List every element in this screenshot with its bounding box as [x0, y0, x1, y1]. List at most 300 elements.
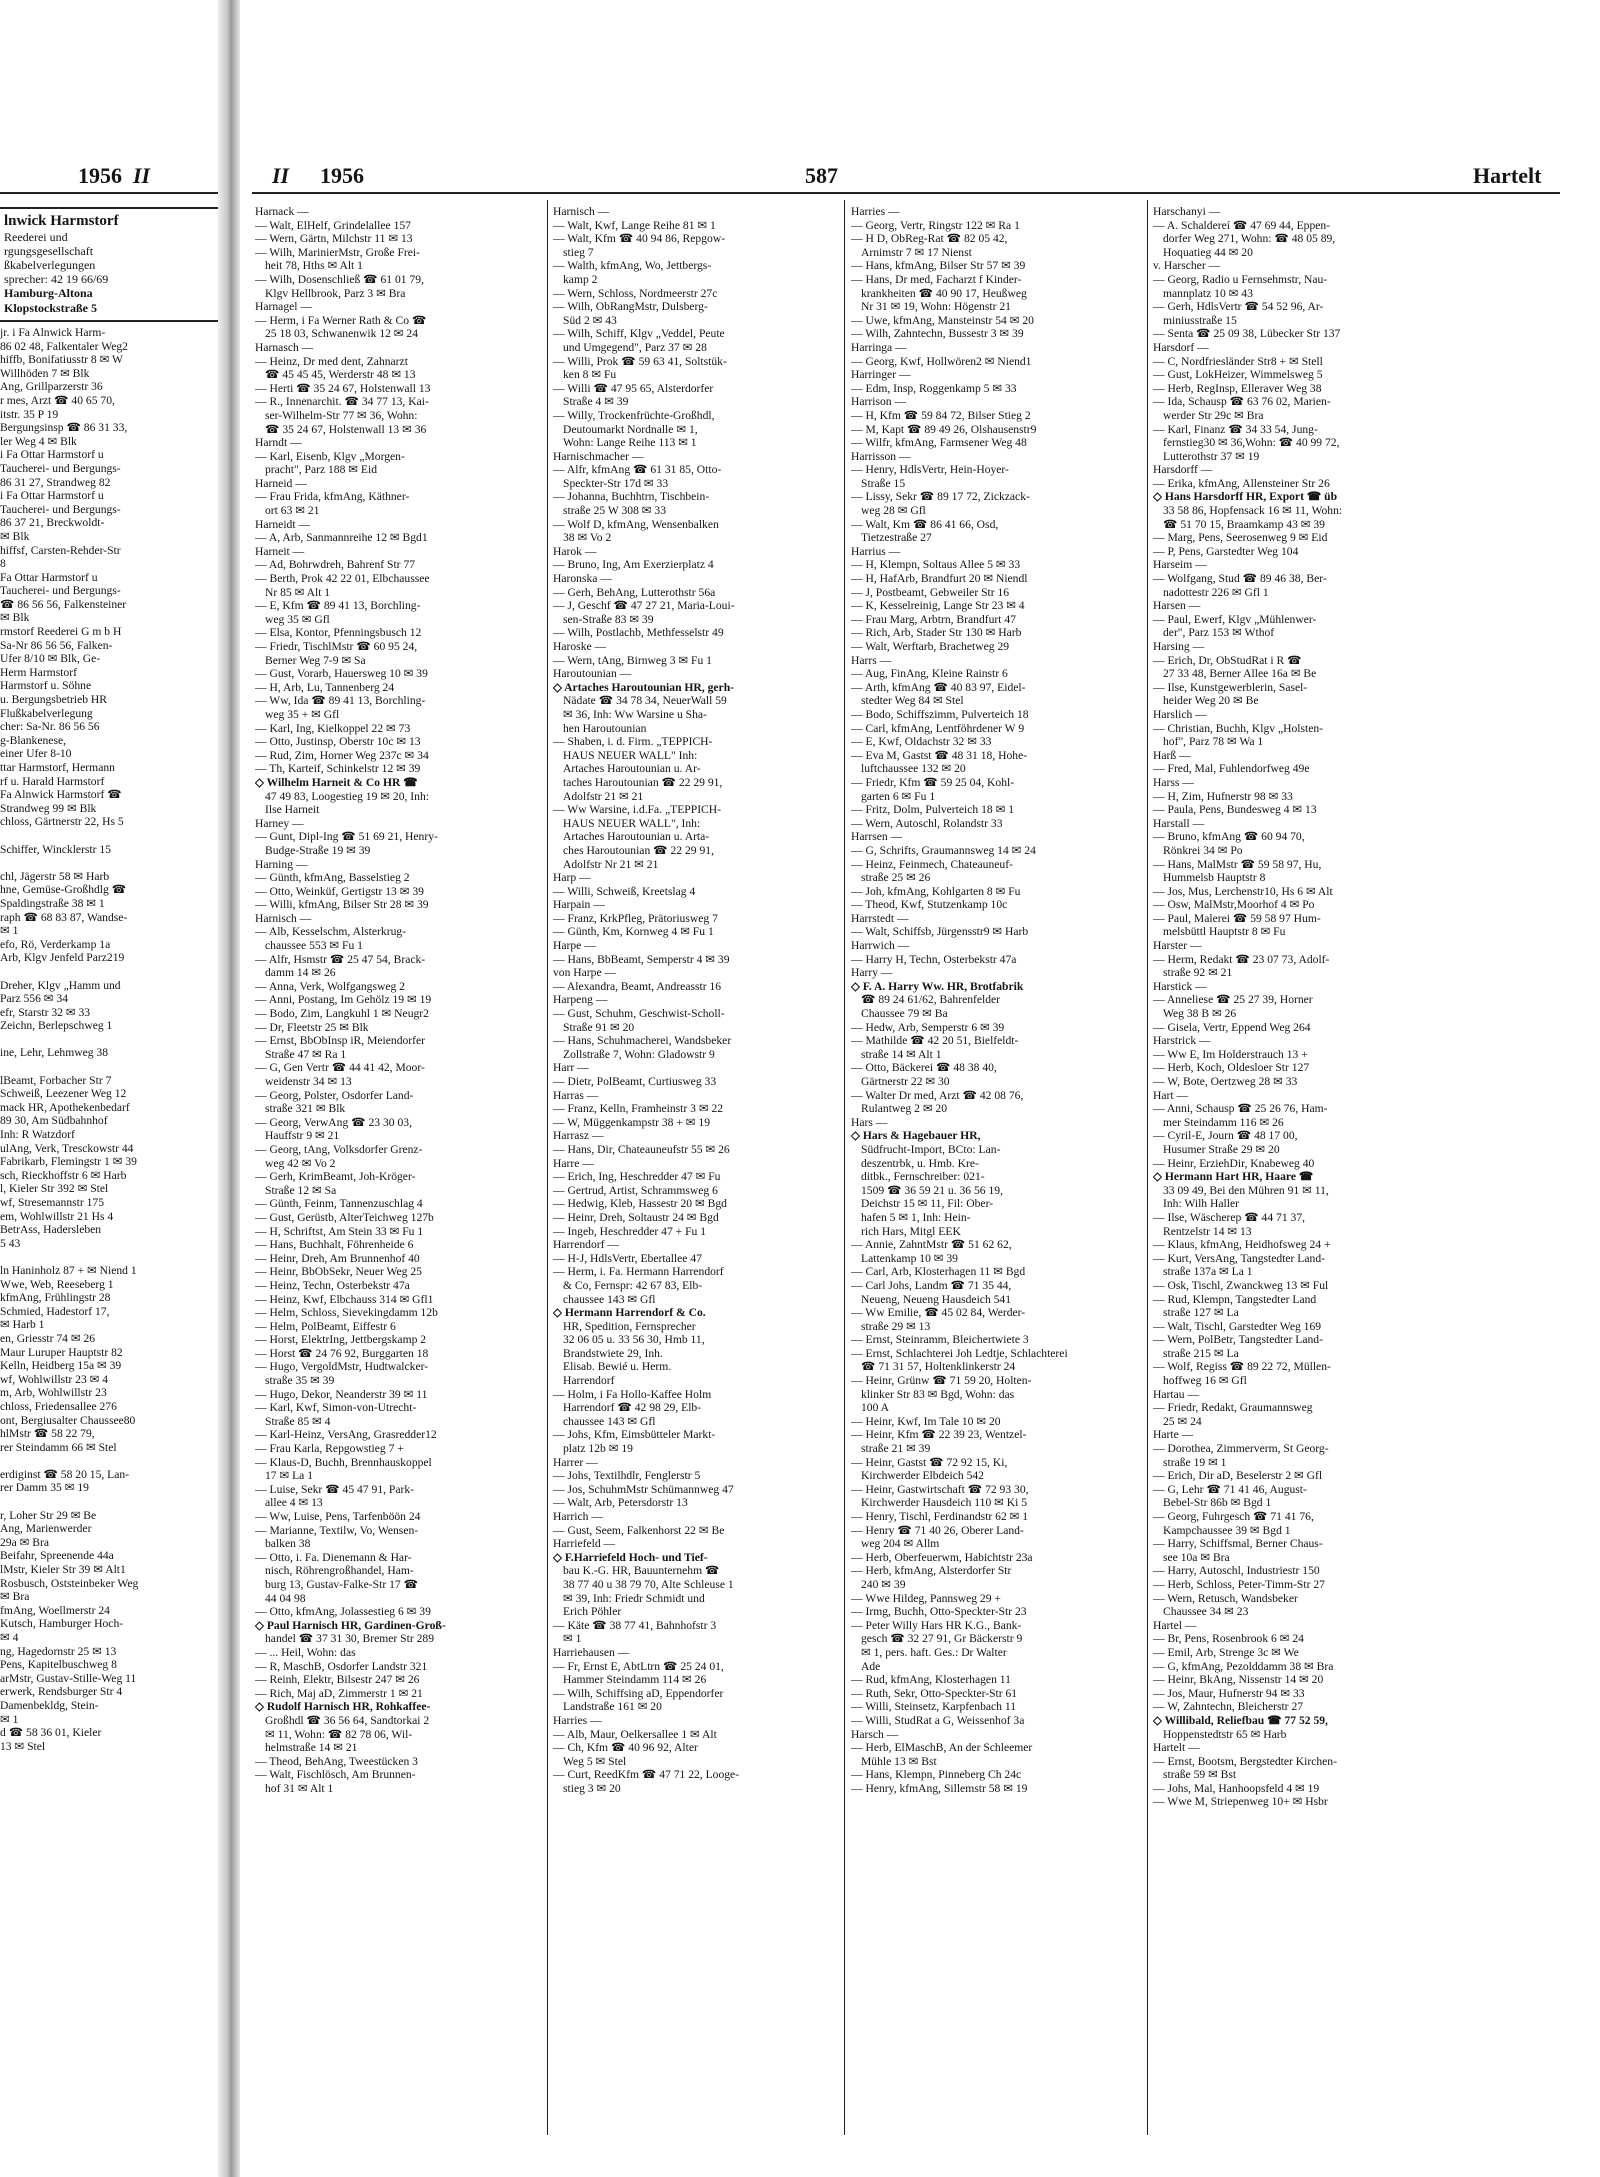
entry-line: — Walt, Arb, Petersdorstr 13: [553, 1496, 688, 1510]
entry-line: — R., Innenarchit. ☎ 34 77 13, Kai-: [255, 395, 429, 409]
entry-line: — Christian, Buchh, Klgv „Holsten-: [1153, 721, 1324, 735]
entry-line: — J, Geschf ☎ 47 27 21, Maria-Loui-: [553, 599, 735, 613]
left-entry-line: ont, Bergiusalter Chaussee80: [0, 1413, 136, 1427]
entry-line: — Franz, Kelln, Framheinstr 3 ✉ 22: [553, 1102, 724, 1116]
entry-continuation: ser-Wilhelm-Str 77 ✉ 36, Wohn:: [265, 408, 418, 422]
entry-line: — G, Schrifts, Graumannsweg 14 ✉ 24: [851, 843, 1036, 857]
entry-line: — Walt, ElHelf, Grindelallee 157: [255, 218, 411, 232]
left-entry-line: Zeichn, Berlepschweg 1: [0, 1019, 113, 1033]
left-entry-line: 13 ✉ Stel: [0, 1739, 46, 1753]
surname-heading: Harok —: [553, 544, 597, 558]
surname-heading: Harnisch —: [553, 205, 610, 218]
left-entry-line: m, Arb, Wohlwillstr 23: [0, 1386, 107, 1400]
entry-line: — Georg, tAng, Volksdorfer Grenz-: [255, 1142, 423, 1156]
entry-continuation: Erich Pöhler: [563, 1605, 622, 1619]
left-entry-line: Fa Ottar Harmstorf u: [0, 570, 98, 584]
entry-continuation: Straße 91 ✉ 20: [563, 1020, 635, 1034]
entry-line: — Uwe, kfmAng, Mansteinstr 54 ✉ 20: [851, 313, 1034, 327]
left-entry-line: ✉ 1: [0, 1712, 19, 1726]
left-entry-line: mack HR, Apothekenbedarf: [0, 1100, 130, 1114]
left-entry-line: Willhöden 7 ✉ Blk: [0, 366, 90, 380]
entry-line: — Georg, Kwf, Hollwören2 ✉ Niend1: [851, 354, 1032, 368]
surname-heading: Harrendorf —: [553, 1238, 619, 1252]
entry-continuation: Budge-Straße 19 ✉ 39: [265, 843, 371, 857]
entry-line: — Berth, Prok 42 22 01, Elbchaussee: [255, 572, 430, 586]
entry-line: — Hugo, VergoldMstr, Hudtwalcker-: [255, 1360, 429, 1374]
left-entry-line: erdiginst ☎ 58 20 15, Lan-: [0, 1467, 130, 1481]
left-entry-line: Wwe, Web, Reeseberg 1: [0, 1277, 114, 1291]
left-entry-line: lBeamt, Forbacher Str 7: [0, 1073, 112, 1087]
entry-continuation: 32 06 05 u. 33 56 30, Hmb 11,: [563, 1333, 705, 1347]
entry-continuation: ☎ 35 24 67, Holstenwall 13 ✉ 36: [265, 422, 427, 436]
entry-line: — Wwe M, Striepenweg 10+ ✉ Hsbr: [1153, 1795, 1328, 1809]
entry-line: — Hans, kfmAng, Bilser Str 57 ✉ 39: [851, 259, 1026, 273]
left-entry-line: Bergungsinsp ☎ 86 31 33,: [0, 421, 128, 435]
entry-continuation: Brandstwiete 29, Inh.: [563, 1346, 663, 1360]
entry-line: — Curt, ReedKfm ☎ 47 71 22, Looge-: [553, 1768, 740, 1782]
entry-continuation: Chaussee 79 ✉ Ba: [861, 1007, 948, 1021]
left-entry-line: einer Ufer 8-10: [0, 747, 72, 761]
entry-continuation: melsbüttl Hauptstr 8 ✉ Fu: [1163, 925, 1286, 939]
entry-line: — Hedwig, Kleb, Hassestr 20 ✉ Bgd: [553, 1197, 727, 1211]
entry-line: — Wolfgang, Stud ☎ 89 46 38, Ber-: [1153, 572, 1327, 586]
surname-heading: Harss —: [1153, 775, 1194, 789]
entry-continuation: chaussee 143 ✉ Gfl: [563, 1292, 656, 1306]
entry-continuation: chaussee 553 ✉ Fu 1: [265, 939, 363, 953]
entry-line: — Bodo, Zim, Langkuhl 1 ✉ Neugr2: [255, 1007, 429, 1021]
entry-line: — Otto, i. Fa. Dienemann & Har-: [255, 1550, 412, 1564]
entry-line: — Henry, Tischl, Ferdinandstr 62 ✉ 1: [851, 1510, 1029, 1523]
left-entry-line: efr, Starstr 32 ✉ 33: [0, 1005, 91, 1019]
entry-continuation: Gärtnerstr 22 ✉ 30: [861, 1075, 950, 1088]
entry-continuation: chaussee 143 ✉ Gfl: [563, 1414, 656, 1428]
surname-heading: Harstrick —: [1153, 1034, 1211, 1048]
left-entry-line: sch, Rieckhoffstr 6 ✉ Harb: [0, 1168, 127, 1182]
entry-continuation: kamp 2: [563, 272, 598, 286]
left-entry-line: [0, 856, 218, 870]
surname-heading: Harndt —: [255, 436, 302, 450]
left-entry-line: ulAng, Verk, Tresckowstr 44: [0, 1141, 134, 1155]
entry-line: — Herb, Schloss, Peter-Timm-Str 27: [1153, 1577, 1325, 1591]
entry-continuation: straße 25 W 308 ✉ 33: [563, 504, 666, 518]
entry-line: — Frau Marg, Arbtrn, Brandfurt 47: [851, 612, 1016, 626]
entry-line: — E, Kfm ☎ 89 41 13, Borchling-: [255, 599, 421, 613]
surname-heading: Harry —: [851, 966, 893, 980]
entry-line: — Rud, kfmAng, Klosterhagen 11: [851, 1673, 1011, 1687]
entry-continuation: miniusstraße 15: [1163, 313, 1237, 327]
entry-continuation: HAUS NEUER WALL", Inh:: [563, 816, 701, 830]
entry-line: — Wern, tAng, Birnweg 3 ✉ Fu 1: [553, 653, 712, 667]
entry-continuation: ✉ 1, pers. haft. Ges.: Dr Walter: [861, 1645, 1007, 1659]
entry-line: — Frau Frida, kfmAng, Käthner-: [255, 490, 410, 504]
left-entry-line: rer Steindamm 66 ✉ Stel: [0, 1440, 117, 1454]
ad-phone: sprecher: 42 19 66/69: [4, 272, 109, 286]
entry-line: — Lissy, Sekr ☎ 89 17 72, Zickzack-: [851, 490, 1030, 504]
entry-line: — Reinh, Elektr, Bilsestr 247 ✉ 26: [255, 1673, 420, 1687]
entry-line: — Willi, Schweiß, Kreetslag 4: [553, 884, 696, 898]
entry-continuation: hafen 5 ✉ 1, Inh: Hein-: [861, 1210, 971, 1224]
left-header-year: 1956: [78, 163, 122, 188]
entry-line: — Johs, Kfm, Eimsbütteler Markt-: [553, 1428, 716, 1442]
entry-line: — J, Postbeamt, Gebweiler Str 16: [851, 585, 1010, 599]
entry-continuation: der", Parz 153 ✉ Wthof: [1163, 626, 1275, 640]
entry-continuation: straße 127 ✉ La: [1163, 1306, 1239, 1320]
entry-line: — Erich, Dir aD, Beselerstr 2 ✉ Gfl: [1153, 1469, 1323, 1483]
entry-continuation: Adolfstr Nr 21 ✉ 21: [563, 857, 659, 871]
surname-heading: Harnasch —: [255, 340, 314, 354]
firm-entry: ◇ Hermann Harrendorf & Co.: [553, 1306, 706, 1320]
left-entry-line: cher: Sa-Nr. 86 56 56: [0, 720, 100, 734]
directory-column-3: [851, 205, 1143, 1795]
entry-continuation: Straße 47 ✉ Ra 1: [265, 1047, 347, 1061]
entry-continuation: Hoppenstedtstr 65 ✉ Harb: [1163, 1727, 1287, 1741]
left-entry-line: 89 30, Am Südbahnhof: [0, 1114, 108, 1128]
entry-line: — Wern, PolBetr, Tangstedter Land-: [1153, 1333, 1323, 1347]
entry-continuation: stedter Weg 84 ✉ Stel: [861, 694, 964, 708]
left-entry-line: ☎ 86 56 56, Falkensteiner: [0, 597, 127, 611]
entry-line: — Walt, Werftarb, Brachetweg 29: [851, 640, 1010, 653]
entry-line: — Theod, Kwf, Stutzenkamp 10c: [851, 898, 1008, 912]
left-entry-line: Schiffer, Wincklerstr 15: [0, 842, 112, 856]
left-entry-line: rf u. Harald Harmstorf: [0, 774, 105, 788]
entry-line: — Shaben, i. d. Firm. „TEPPICH-: [553, 735, 713, 749]
left-entry-line: Kelln, Heidberg 15a ✉ 39: [0, 1359, 122, 1373]
entry-line: — Heinr, Gastst ☎ 72 92 15, Ki,: [851, 1455, 1008, 1469]
entry-line: — Alfr, Hsmstr ☎ 25 47 54, Brack-: [255, 952, 426, 966]
left-entry-line: Kutsch, Hamburger Hoch-: [0, 1617, 124, 1631]
surname-heading: Harries —: [851, 205, 900, 218]
entry-line: — Anni, Postang, Im Gehölz 19 ✉ 19: [255, 993, 432, 1007]
entry-line: — Ilse, Kunstgewerblerin, Sasel-: [1153, 680, 1308, 694]
entry-line: — Marg, Pens, Seerosenweg 9 ✉ Eid: [1153, 531, 1328, 545]
left-entry-line: Flußkabelverlegung: [0, 706, 93, 720]
entry-continuation: straße 21 ✉ 39: [861, 1442, 931, 1456]
entry-continuation: 17 ✉ La 1: [265, 1469, 314, 1483]
entry-line: — Fred, Mal, Fuhlendorfweg 49e: [1153, 762, 1310, 776]
entry-line: — Herm, i. Fa. Hermann Harrendorf: [553, 1265, 724, 1279]
left-entry-line: Pens, Kapitelbuschweg 8: [0, 1658, 117, 1672]
surname-heading: Harringa —: [851, 340, 907, 354]
surname-heading: Harnischmacher —: [553, 449, 644, 463]
entry-line: — Heinz, Techn, Osterbekstr 47a: [255, 1278, 410, 1292]
surname-heading: Harte —: [1153, 1428, 1194, 1442]
entry-continuation: Deutoumarkt Nordnalle ✉ 1,: [563, 422, 698, 436]
entry-continuation: Weg 5 ✉ Stel: [563, 1754, 627, 1768]
entry-line: — Carl Johs, Landm ☎ 71 35 44,: [851, 1278, 1012, 1292]
surname-heading: Harpain —: [553, 898, 605, 912]
entry-line: — Rud, Klempn, Tangstedter Land: [1153, 1292, 1317, 1306]
entry-line: — Cyril-E, Journ ☎ 48 17 00,: [1153, 1129, 1298, 1143]
left-entry-line: i Fa Ottar Harmstorf u: [0, 448, 104, 462]
surname-heading: Harneit —: [255, 544, 305, 558]
entry-continuation: Artaches Haroutounian u. Arta-: [563, 830, 710, 844]
left-entry-line: ✉ Harb 1: [0, 1318, 45, 1332]
entry-line: — Herb, Koch, Oldesloer Str 127: [1153, 1061, 1310, 1075]
running-head: Hartelt: [1473, 163, 1542, 188]
entry-continuation: Elisab. Bewié u. Herm.: [563, 1360, 672, 1374]
entry-line: — Hans, BbBeamt, Semperstr 4 ✉ 39: [553, 952, 730, 966]
entry-continuation: Zollstraße 7, Wohn: Gladowstr 9: [563, 1047, 715, 1061]
left-entry-line: Dreher, Klgv „Hamm und: [0, 978, 121, 992]
entry-continuation: straße 59 ✉ Bst: [1163, 1768, 1237, 1782]
entry-continuation: heider Weg 20 ✉ Be: [1163, 694, 1259, 708]
directory-column-2: [553, 205, 840, 1795]
entry-line: — Walt, Tischl, Garstedter Weg 169: [1153, 1319, 1322, 1333]
entry-continuation: Adolfstr 21 ✉ 21: [563, 789, 644, 803]
entry-line: — Mathilde ☎ 42 20 51, Bielfeldt-: [851, 1034, 1019, 1048]
entry-line: — H, Arb, Lu, Tannenberg 24: [255, 680, 395, 694]
surname-heading: Harrsen —: [851, 830, 903, 844]
book-gutter: [218, 0, 240, 2177]
entry-continuation: Südfrucht-Import, BCto: Lan-: [861, 1142, 1001, 1156]
right-header-volume: II: [272, 163, 290, 188]
entry-line: — Osw, MalMstr,Moorhof 4 ✉ Po: [1153, 898, 1315, 912]
entry-line: — Paul, Malerei ☎ 59 58 97 Hum-: [1153, 911, 1321, 925]
entry-line: — Herb, Oberfeuerwm, Habichtstr 23a: [851, 1550, 1033, 1564]
surname-heading: Harning —: [255, 857, 308, 871]
left-entry-line: kfmAng, Frühlingstr 28: [0, 1291, 111, 1305]
entry-line: — Günth, Km, Kornweg 4 ✉ Fu 1: [553, 925, 714, 939]
entry-line: — Gust, Seem, Falkenhorst 22 ✉ Be: [553, 1523, 725, 1537]
left-entry-line: wf, Stresemannstr 175: [0, 1196, 105, 1209]
advertisement-box: [0, 207, 218, 322]
surname-heading: Harras —: [553, 1088, 599, 1102]
entry-line: — Wern, Gärtn, Milchstr 11 ✉ 13: [255, 232, 413, 246]
entry-line: — Fritz, Dolm, Pulverteich 18 ✉ 1: [851, 803, 1014, 817]
entry-line: — Osk, Tischl, Zwanckweg 13 ✉ Ful: [1153, 1278, 1329, 1292]
entry-continuation: Straße 4 ✉ 39: [563, 395, 629, 409]
ad-address: Klopstockstraße 5: [4, 301, 97, 315]
entry-line: — Erich, Ing, Heschredder 47 ✉ Fu: [553, 1170, 721, 1184]
entry-line: — Georg, Vertr, Ringstr 122 ✉ Ra 1: [851, 218, 1020, 232]
entry-line: — W, Müggenkampstr 38 + ✉ 19: [553, 1115, 710, 1129]
left-entry-line: Maur Luruper Hauptstr 82: [0, 1345, 123, 1359]
entry-continuation: nisch, Röhrengroßhandel, Ham-: [265, 1564, 414, 1578]
entry-continuation: Straße 15: [861, 476, 906, 490]
left-entry-line: erwerk, Rendsburger Str 4: [0, 1685, 123, 1699]
entry-continuation: fernstieg30 ✉ 36,Wohn: ☎ 40 99 72,: [1163, 436, 1340, 450]
entry-continuation: pracht", Parz 188 ✉ Eid: [265, 463, 377, 477]
entry-line: — Helm, Schloss, Sievekingdamm 12b: [255, 1306, 438, 1320]
left-entry-line: chloss, Friedensallee 276: [0, 1399, 117, 1413]
entry-line: — Heinr, BbObSekr, Neuer Weg 25: [255, 1265, 422, 1279]
left-entry-line: ttar Harmstorf, Hermann: [0, 761, 115, 774]
left-entry-line: chl, Jägerstr 58 ✉ Harb: [0, 869, 110, 883]
surname-heading: Hart —: [1153, 1088, 1189, 1102]
entry-continuation: weg 204 ✉ Allm: [861, 1537, 940, 1551]
entry-line: — P, Pens, Garstedter Weg 104: [1153, 544, 1299, 558]
entry-line: — Wilh, Zahntechn, Bussestr 3 ✉ 39: [851, 327, 1024, 341]
entry-continuation: ditbk., Fernschreiber: 021-: [861, 1170, 985, 1184]
surname-heading: Harneid —: [255, 476, 307, 490]
column-divider: [844, 200, 845, 2135]
entry-continuation: garten 6 ✉ Fu 1: [861, 789, 936, 803]
entry-continuation: 100 A: [861, 1401, 890, 1415]
entry-continuation: 44 04 98: [265, 1591, 306, 1605]
entry-line: — Wilfr, kfmAng, Farmsener Weg 48: [851, 436, 1027, 450]
entry-line: — Hugo, Dekor, Neanderstr 39 ✉ 11: [255, 1387, 428, 1401]
entry-continuation: und Umgegend", Parz 37 ✉ 28: [563, 340, 707, 354]
left-entry-line: wf, Wohlwillstr 23 ✉ 4: [0, 1372, 109, 1386]
entry-line: — Willi, StudRat a G, Weissenhof 3a: [851, 1713, 1025, 1727]
entry-continuation: Mühle 13 ✉ Bst: [861, 1754, 937, 1768]
entry-line: — Gertrud, Artist, Schrammsweg 6: [553, 1183, 718, 1197]
entry-line: — Willi ☎ 47 95 65, Alsterdorfer: [553, 381, 714, 395]
entry-line: — Ernst, Schlachterei Joh Ledtje, Schlachterei: [851, 1346, 1068, 1360]
entry-continuation: weg 42 ✉ Vo 2: [265, 1156, 336, 1170]
entry-line: — Heinr, BkAng, Nissenstr 14 ✉ 20: [1153, 1673, 1324, 1687]
entry-line: — H, Zim, Hufnerstr 98 ✉ 33: [1153, 789, 1293, 803]
entry-line: — Carl, Arb, Klosterhagen 11 ✉ Bgd: [851, 1265, 1026, 1279]
entry-continuation: ✉ 36, Inh: Ww Warsine u Sha-: [563, 707, 707, 721]
surname-heading: Harnagel —: [255, 300, 312, 314]
entry-line: — A. Schaldereí ☎ 47 69 44, Eppen-: [1153, 218, 1331, 232]
entry-line: — Herb, ElMaschB, An der Schleemer: [851, 1741, 1033, 1755]
entry-continuation: ✉ 11, Wohn: ☎ 82 78 06, Wil-: [265, 1727, 413, 1741]
entry-continuation: Straße 85 ✉ 4: [265, 1414, 331, 1428]
entry-line: — Ingeb, Heschredder 47 + Fu 1: [553, 1224, 707, 1238]
left-entry-line: ✉ 1: [0, 924, 19, 938]
surname-heading: Haroutounian —: [553, 667, 632, 681]
surname-heading: Harsing —: [1153, 640, 1205, 653]
left-entry-line: Taucherei- und Bergungs-: [0, 502, 121, 516]
surname-heading: Harrison —: [851, 395, 907, 409]
column-divider: [1147, 200, 1148, 2135]
entry-line: — Wwe Hildeg, Pannsweg 29 +: [851, 1591, 1001, 1605]
entry-line: — Georg, Radio u Fernsehmstr, Nau-: [1153, 272, 1328, 286]
entry-continuation: Inh: Wilh Haller: [1163, 1197, 1239, 1211]
entry-continuation: straße 35 ✉ 39: [265, 1374, 335, 1388]
entry-continuation: Klgv Hellbrook, Parz 3 ✉ Bra: [265, 286, 406, 300]
entry-continuation: Husumer Straße 29 ✉ 20: [1163, 1142, 1280, 1156]
entry-continuation: 38 ✉ Vo 2: [563, 531, 612, 545]
entry-line: — M, Kapt ☎ 89 49 26, Olshausenstr9: [851, 422, 1037, 436]
entry-line: — Ch, Kfm ☎ 40 96 92, Alter: [553, 1741, 698, 1755]
entry-line: — Ilse, Wäscherep ☎ 44 71 37,: [1153, 1210, 1306, 1224]
entry-line: — Heinz, Feinmech, Chateauneuf-: [851, 857, 1013, 871]
left-header-volume: II: [133, 163, 151, 188]
left-entry-line: Inh: R Watzdorf: [0, 1128, 75, 1142]
entry-line: — Kurt, VersAng, Tangstedter Land-: [1153, 1251, 1325, 1265]
entry-continuation: Kirchwerder Elbdeich 542: [861, 1469, 984, 1483]
entry-continuation: hof", Parz 78 ✉ Wa 1: [1163, 735, 1264, 749]
entry-line: — Ida, Schausp ☎ 63 76 02, Marien-: [1153, 395, 1331, 409]
entry-line: — H, Schriftst, Am Stein 33 ✉ Fu 1: [255, 1224, 424, 1238]
entry-line: — Joh, kfmAng, Kohlgarten 8 ✉ Fu: [851, 884, 1021, 898]
entry-line: — Karl, Eisenb, Klgv „Morgen-: [255, 449, 405, 463]
entry-line: — Paula, Pens, Bundesweg 4 ✉ 13: [1153, 803, 1317, 817]
entry-line: — Friedr, Redakt, Graumannsweg: [1153, 1401, 1313, 1415]
entry-continuation: Bebel-Str 86b ✉ Bgd 1: [1163, 1496, 1272, 1510]
entry-line: — Otto, Bäckerei ☎ 48 38 40,: [851, 1061, 997, 1075]
entry-line: — Harry, Autoschl, Industriestr 150: [1153, 1564, 1320, 1578]
entry-line: — Heinz, Kwf, Elbchauss 314 ✉ Gfl1: [255, 1292, 434, 1306]
entry-line: — Otto, kfmAng, Jolassestieg 6 ✉ 39: [255, 1605, 431, 1619]
surname-heading: Harrius —: [851, 544, 901, 558]
left-entry-line: [0, 965, 218, 979]
entry-line: — Herm, i Fa Werner Rath & Co ☎: [255, 313, 427, 327]
entry-line: — Alb, Kesselschm, Alsterkrug-: [255, 925, 407, 939]
entry-line: — Elsa, Kontor, Pfenningsbusch 12: [255, 626, 422, 640]
surname-heading: Harrasz —: [553, 1129, 604, 1143]
entry-line: — Gust, LokHeizer, Wimmelsweg 5: [1153, 368, 1323, 382]
left-entry-line: Schmied, Hadestorf 17,: [0, 1304, 110, 1318]
entry-line: — Ww Emilie, ☎ 45 02 84, Werder-: [851, 1306, 1026, 1320]
firm-entry: ◇ Willibald, Reliefbau ☎ 77 52 59,: [1153, 1713, 1328, 1727]
surname-heading: Harster —: [1153, 939, 1202, 953]
firm-entry: ◇ Hans Harsdorff HR, Export ☎ üb: [1153, 490, 1338, 504]
entry-line: — Harry H, Techn, Osterbekstr 47a: [851, 952, 1017, 966]
entry-line: — W, Zahntechn, Bleicherstr 27: [1153, 1700, 1304, 1714]
entry-line: — Ww Warsine, i.d.Fa. „TEPPICH-: [553, 803, 722, 817]
entry-continuation: Straße 12 ✉ Sa: [265, 1183, 337, 1197]
entry-line: — Bruno, kfmAng ☎ 60 94 70,: [1153, 830, 1305, 844]
surname-heading: Harschanyi —: [1153, 205, 1221, 218]
entry-continuation: Kampchaussee 39 ✉ Bgd 1: [1163, 1523, 1291, 1537]
header-rule: [252, 192, 1560, 194]
entry-continuation: 38 77 40 u 38 79 70, Alte Schleuse 1: [563, 1577, 734, 1591]
entry-line: — H, HafArb, Brandfurt 20 ✉ Niendl: [851, 572, 1028, 586]
surname-heading: Harringer —: [851, 368, 911, 382]
entry-line: — Wilh, Dosenschließ ☎ 61 01 79,: [255, 272, 424, 286]
entry-line: — Marianne, Textilw, Vo, Wensen-: [255, 1523, 419, 1537]
entry-continuation: Süd 2 ✉ 43: [563, 313, 617, 327]
entry-continuation: ✉ 39, Inh: Friedr Schmidt und: [563, 1591, 705, 1605]
entry-continuation: hoffweg 16 ✉ Gfl: [1163, 1374, 1247, 1388]
entry-continuation: Lattenkamp 10 ✉ 39: [861, 1251, 958, 1265]
entry-continuation: ken 8 ✉ Fu: [563, 368, 617, 382]
left-entry-line: i Fa Ottar Harmstorf u: [0, 489, 104, 503]
entry-continuation: weg 35 ✉ Gfl: [265, 612, 330, 626]
entry-continuation: burg 13, Gustav-Falke-Str 17 ☎: [265, 1577, 419, 1591]
entry-continuation: rich Hars, Mitgl EEK: [861, 1224, 961, 1238]
entry-continuation: Nr 31 ✉ 19, Wohn: Högenstr 21: [861, 300, 1011, 314]
entry-continuation: Tietzestraße 27: [861, 531, 932, 545]
entry-line: — Th, Karteif, Schinkelstr 12 ✉ 39: [255, 762, 421, 776]
entry-continuation: 1509 ☎ 36 59 21 u. 36 56 19,: [861, 1183, 1003, 1197]
left-entry-line: Taucherei- und Bergungs-: [0, 584, 121, 598]
entry-continuation: bau K.-G. HR, Bauunternehm ☎: [563, 1564, 720, 1578]
entry-line: — Günth, kfmAng, Basselstieg 2: [255, 871, 410, 885]
entry-continuation: straße 215 ✉ La: [1163, 1346, 1239, 1360]
left-entry-line: fmAng, Woellmerstr 24: [0, 1603, 110, 1617]
left-entry-line: Strandweg 99 ✉ Blk: [0, 801, 97, 815]
entry-line: — Hans, Dir, Chateauneufstr 55 ✉ 26: [553, 1142, 730, 1156]
entry-continuation: Rulantweg 2 ✉ 20: [861, 1102, 948, 1116]
entry-line: — Gunt, Dipl-Ing ☎ 51 69 21, Henry-: [255, 830, 438, 844]
firm-entry: ◇ F. A. Harry Ww. HR, Brotfabrik: [851, 979, 1024, 993]
surname-heading: v. Harscher —: [1153, 259, 1221, 273]
entry-line: — Otto, Weinküf, Gertigstr 13 ✉ 39: [255, 884, 424, 898]
firm-entry: ◇ Hars & Hagebauer HR,: [851, 1129, 981, 1143]
entry-continuation: dorfer Weg 271, Wohn: ☎ 48 05 89,: [1163, 232, 1336, 246]
surname-heading: Harstick —: [1153, 979, 1207, 993]
entry-line: — Friedr, Kfm ☎ 59 25 04, Kohl-: [851, 775, 1015, 789]
entry-continuation: straße 25 ✉ 26: [861, 871, 931, 885]
left-entry-line: [0, 1060, 218, 1074]
entry-line: — Bodo, Schiffszimm, Pulverteich 18: [851, 707, 1029, 721]
left-entry-line: Ang, Marienwerder: [0, 1522, 92, 1536]
surname-heading: Harsdorf —: [1153, 340, 1209, 354]
left-entry-line: l, Kieler Str 392 ✉ Stel: [0, 1182, 109, 1196]
entry-continuation: ✉ 1: [563, 1632, 582, 1646]
entry-continuation: Neueng, Neueng Hausdeich 541: [861, 1292, 1012, 1306]
entry-line: — Ernst, Steinramm, Bleichertwiete 3: [851, 1333, 1029, 1347]
entry-continuation: Berner Weg 7-9 ✉ Sa: [265, 653, 366, 667]
entry-line: — Dietr, PolBeamt, Curtiusweg 33: [553, 1075, 717, 1088]
entry-continuation: straße 19 ✉ 1: [1163, 1455, 1227, 1469]
entry-continuation: balken 38: [265, 1537, 311, 1551]
